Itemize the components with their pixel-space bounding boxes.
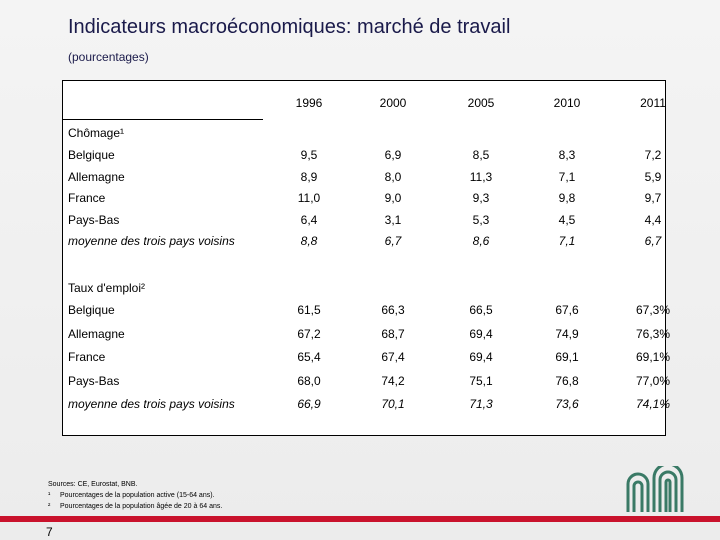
table-cell: 67,6 — [555, 303, 579, 317]
footnote-2: ² Pourcentages de la population âgée de 20 à 64 ans. — [48, 503, 223, 510]
table-cell: 66,3 — [381, 303, 405, 317]
table-cell: 69,1% — [635, 350, 671, 364]
table-cell: 11,3 — [469, 169, 493, 184]
slide-title: Indicateurs macroéconomiques: marché de travail — [68, 16, 511, 38]
row-label: Pays-Bas — [68, 212, 120, 227]
table-cell: 69,4 — [469, 350, 493, 364]
table-cell: 74,1% — [635, 397, 671, 411]
table-cell: 6,9 — [384, 148, 402, 162]
page-number: 7 — [46, 525, 53, 539]
table-cell: 9,0 — [384, 191, 402, 205]
column-header-year: 2010 — [553, 96, 581, 110]
table-cell: 76,8 — [555, 373, 579, 388]
table-cell: 74,2 — [381, 373, 405, 388]
table-cell: 69,1 — [555, 350, 579, 364]
table-cell: 8,5 — [472, 148, 490, 162]
column-header-year: 2005 — [467, 96, 495, 110]
sources-text: Sources: CE, Eurostat, BNB. — [48, 481, 138, 488]
row-label: moyenne des trois pays voisins — [68, 397, 235, 411]
table-cell: 67,3% — [635, 303, 671, 317]
table-cell: 6,7 — [644, 234, 662, 248]
table-cell: 8,0 — [384, 169, 402, 184]
table-cell: 68,0 — [297, 373, 321, 388]
table-cell: 4,4 — [644, 212, 662, 227]
table-cell: 76,3% — [635, 326, 671, 341]
slide-subtitle: (pourcentages) — [68, 50, 149, 64]
table-cell: 77,0% — [635, 373, 671, 388]
table-cell: 75,1 — [469, 373, 493, 388]
table-cell: 7,2 — [644, 148, 662, 162]
table-cell: 8,3 — [558, 148, 576, 162]
table-cell: 11,0 — [297, 191, 321, 205]
sources-block — [48, 479, 222, 512]
column-header-year: 2011 — [640, 96, 666, 110]
row-label: Belgique — [68, 303, 115, 317]
footnote-1: ¹ Pourcentages de la population active (15-64 ans). — [48, 492, 215, 499]
table-cell: 4,5 — [558, 212, 576, 227]
table-cell: 71,3 — [469, 397, 493, 411]
row-label: moyenne des trois pays voisins — [68, 234, 235, 248]
column-header-year: 2000 — [379, 96, 407, 110]
bank-logo-icon — [624, 466, 692, 514]
table-cell: 5,3 — [472, 212, 490, 227]
table-cell: 8,9 — [300, 169, 318, 184]
table-cell: 73,6 — [555, 397, 579, 411]
table-cell: 68,7 — [381, 326, 405, 341]
table-cell: 8,8 — [300, 234, 318, 248]
column-header-year: 1996 — [295, 96, 323, 110]
table-cell: 69,4 — [469, 326, 493, 341]
table-cell: 7,1 — [558, 234, 576, 248]
table-cell: 9,7 — [644, 191, 662, 205]
data-table — [62, 80, 671, 436]
table-cell: 5,9 — [644, 169, 662, 184]
table-cell: 65,4 — [297, 350, 321, 364]
table-cell: 3,1 — [384, 212, 402, 227]
table-cell: 6,7 — [384, 234, 402, 248]
table-cell: 67,2 — [297, 326, 321, 341]
row-label: France — [68, 350, 106, 364]
table-cell: 9,5 — [300, 148, 318, 162]
table-cell: 70,1 — [381, 397, 405, 411]
bottom-accent-bar — [0, 516, 720, 522]
table-cell: 66,9 — [297, 397, 321, 411]
table-cell: 67,4 — [381, 350, 405, 364]
table-cell: 8,6 — [472, 234, 490, 248]
table-cell: 66,5 — [469, 303, 493, 317]
section-heading: Chômage¹ — [68, 126, 125, 140]
table-cell: 7,1 — [558, 169, 576, 184]
table-cell: 61,5 — [297, 303, 321, 317]
table-cell: 74,9 — [555, 326, 579, 341]
row-label: Allemagne — [68, 169, 125, 184]
table-cell: 9,3 — [472, 191, 490, 205]
row-label: France — [68, 191, 106, 205]
row-label: Belgique — [68, 148, 115, 162]
row-label: Pays-Bas — [68, 373, 120, 388]
row-label: Allemagne — [68, 326, 125, 341]
header-divider — [63, 81, 263, 120]
table-cell: 6,4 — [300, 212, 318, 227]
section-heading: Taux d'emploi² — [68, 281, 145, 295]
table-cell: 9,8 — [558, 191, 576, 205]
